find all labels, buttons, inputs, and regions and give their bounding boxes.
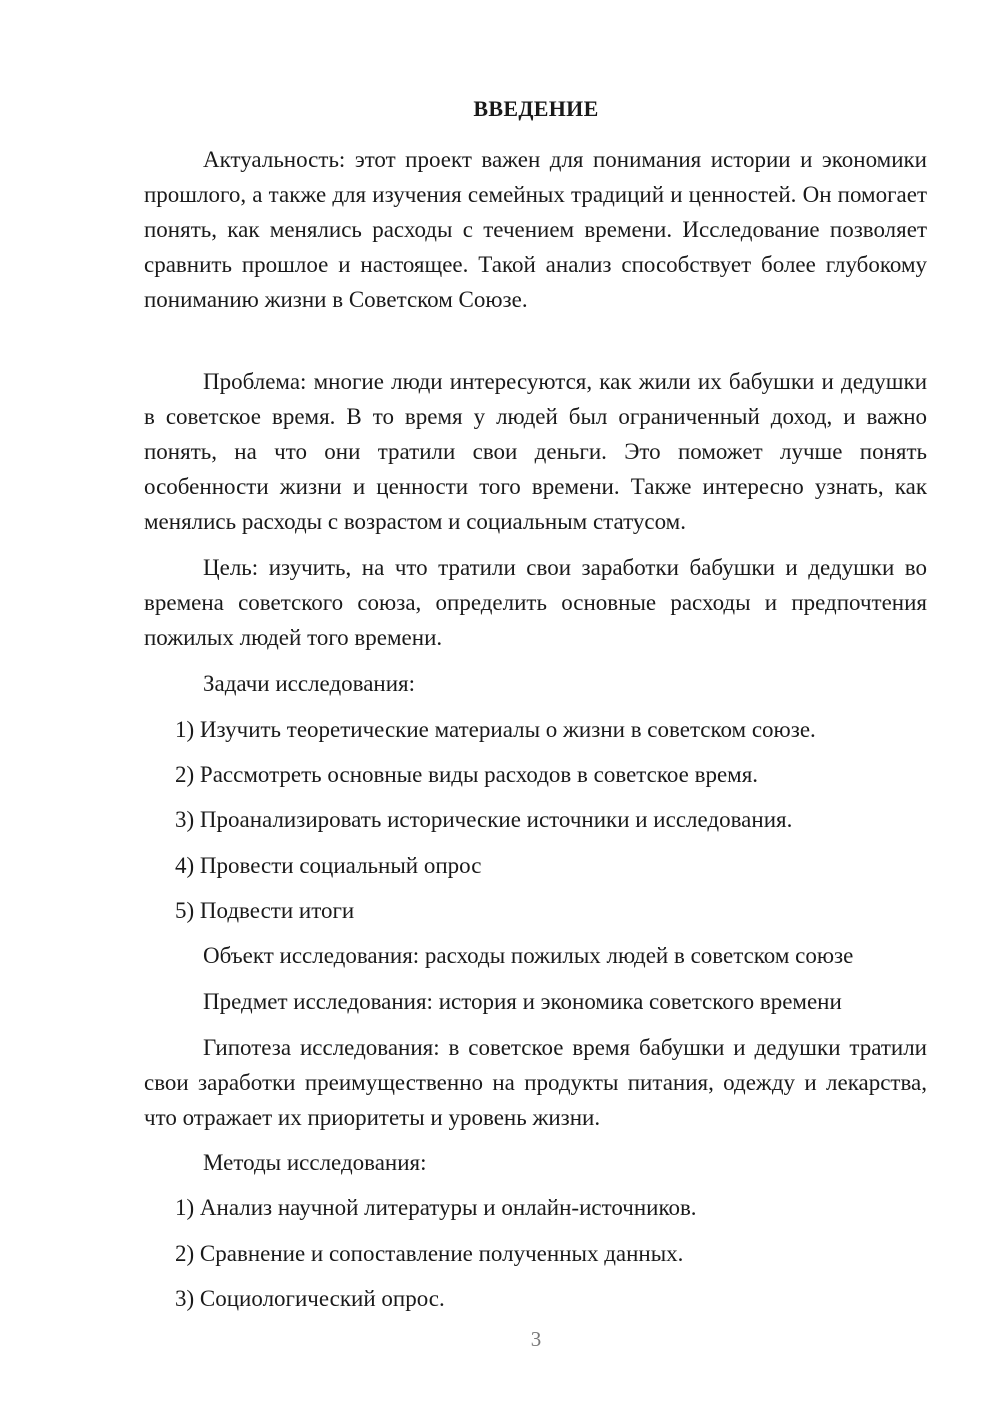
object-line: Объект исследования: расходы пожилых людей в советском союзе bbox=[203, 943, 854, 968]
task-item: 3) Проанализировать исторические источники и исследования. bbox=[175, 807, 793, 832]
method-item: 1) Анализ научной литературы и онлайн-источников. bbox=[175, 1195, 697, 1220]
tasks-heading: Задачи исследования: bbox=[203, 671, 416, 696]
goal-paragraph: Цель: изучить, на что тратили свои заработки бабушки и дедушки во времена советского союза, определить основные расходы и предпочтения пожилых людей того времени. bbox=[144, 555, 927, 650]
relevance-paragraph: Актуальность: этот проект важен для понимания истории и экономики прошлого, а также для изучения семейных традиций и ценностей. Он помогает понять, как менялись расходы с течением времени. Исследование позволяет сравнить прошлое и настоящее. Такой анализ способствует более глубокому пониманию жизни в Советском Союзе. bbox=[144, 147, 927, 312]
method-item: 3) Социологический опрос. bbox=[175, 1286, 445, 1311]
task-item: 1) Изучить теоретические материалы о жизни в советском союзе. bbox=[175, 717, 816, 742]
page-number: 3 bbox=[530, 1327, 542, 1351]
problem-paragraph: Проблема: многие люди интересуются, как жили их бабушки и дедушки в советское время. В то время у людей был ограниченный доход, и важно понять, на что они тратили свои деньги. Это поможет лучше понять особенности жизни и ценности того времени. Также интересно узнать, как менялись расходы с возрастом и социальным статусом. bbox=[144, 369, 927, 534]
method-item: 2) Сравнение и сопоставление полученных данных. bbox=[175, 1241, 684, 1266]
section-title: ВВЕДЕНИЕ bbox=[473, 96, 599, 121]
task-item: 4) Провести социальный опрос bbox=[175, 853, 482, 878]
subject-line: Предмет исследования: история и экономика советского времени bbox=[203, 989, 842, 1014]
task-item: 5) Подвести итоги bbox=[175, 898, 355, 923]
hypothesis-paragraph: Гипотеза исследования: в советское время бабушки и дедушки тратили свои заработки преимущественно на продукты питания, одежду и лекарства, что отражает их приоритеты и уровень жизни. bbox=[144, 1035, 927, 1130]
methods-heading: Методы исследования: bbox=[203, 1150, 427, 1175]
task-item: 2) Рассмотреть основные виды расходов в советское время. bbox=[175, 762, 759, 787]
